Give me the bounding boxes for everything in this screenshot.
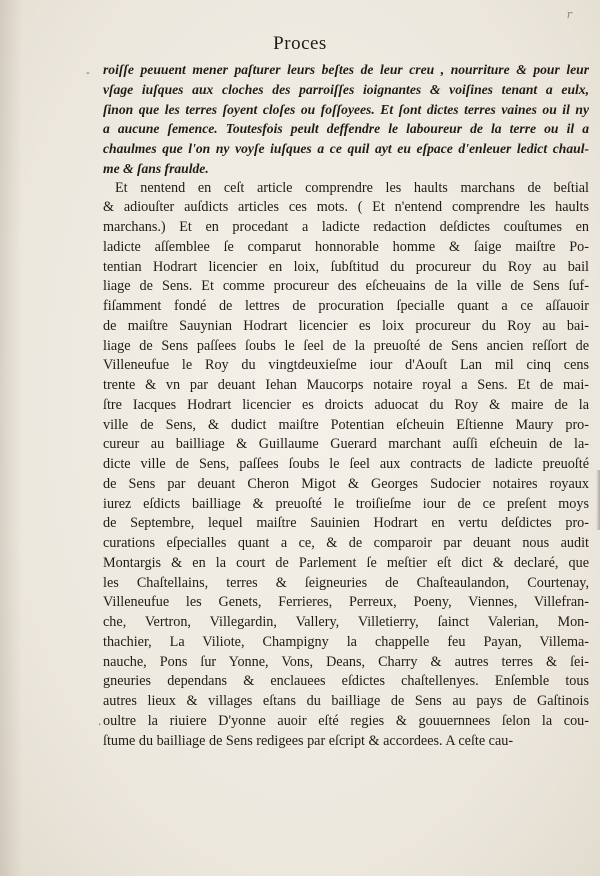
text-line: iurez eſdicts bailliage & preuoſté le troiſieſme iour de ce preſent moys	[103, 495, 589, 512]
text-line: chaulmes que l'on ny voyſe iuſques a ce quil ayt eu eſpace d'enleuer ledict chaul-	[103, 141, 589, 156]
text-line: che, Vertron, Villegardin, Vallery, Villetierry, ſainct Valerian, Mon-	[103, 614, 589, 630]
text-line: curations eſpecialles quant a ce, & de comparoir par deuant nous audit	[103, 535, 589, 551]
text-line: gneuries dependans & enclauees eſdictes chaſtellenyes. Enſemble tous	[103, 673, 589, 690]
running-title: Proces	[273, 33, 327, 54]
text-line: Montargis & en la court de Parlement ſe meſtier eſt dict & declaré, que	[103, 554, 589, 571]
text-line: de maiſtre Sauynian Hodrart licencier es loix procureur du Roy au bai-	[103, 317, 589, 334]
text-line: cureur au bailliage & Guillaume Guerard marchant auſſi eſcheuin de la-	[103, 436, 589, 453]
text-line: trente & vn par deuant Iehan Maucorps notaire royal a Sens. Et de mai-	[103, 377, 589, 393]
text-line: thachier, La Viliote, Champigny la chappelle feu Payan, Villema-	[103, 633, 589, 650]
text-line: ville de Sens, & dudict maiſtre Potentian eſcheuin Eſtienne Maury pro-	[103, 416, 589, 433]
text-line: roiſſe peuuent mener paſturer leurs beſtes de leur creu , nourriture & pour leur	[103, 62, 589, 77]
text-line: vſage iuſques aux cloches des parroiſſes ioignantes & voiſines tenant a eulx,	[103, 81, 589, 97]
text-line: me & ſans fraulde.	[103, 160, 209, 176]
text-line: ſtume du bailliage de Sens redigees par eſcript & accordees. A ceſte cau-	[103, 732, 514, 749]
text-line: autres lieux & villages eſtans du bailliage de Sens au pays de Gaſtinois	[103, 693, 589, 709]
text-line: & adiouſter auſdicts articles ces mots. ( Et n'entend comprendre les haults	[103, 199, 589, 216]
text-line: Villeneufue les Genets, Ferrieres, Perreux, Poeny, Viennes, Villefran-	[103, 594, 589, 611]
text-line: Et nentend en ceſt article comprendre les haults marchans de beſtial	[115, 179, 589, 196]
text-line: oultre la riuiere D'yonne auoir eſté regies & gouuernnees ſelon la cou-	[103, 712, 589, 729]
text-line: Villeneufue le Roy du vingtdeuxieſme iour d'Aouſt Lan mil cinq cens	[103, 357, 589, 374]
body-text-block	[103, 60, 589, 751]
text-line: ladicte aſſemblee ſe comparut honnorable homme & ſaige maiſtre Po-	[103, 238, 589, 255]
text-line: tentian Hodrart licencier en loix, ſubſtitud du procureur du Roy au bail	[103, 258, 589, 275]
text-line: les Chaſtellains, terres & ſeigneuries de Chaſteaulandon, Courtenay,	[103, 574, 589, 591]
text-line: marchans.) Et en procedant a ladicte redaction deſdictes couſtumes en	[103, 219, 589, 235]
text-line: ſinon que les terres ſoyent cloſes ou foſſoyees. Et ſont dictes terres vaines ou il ny	[103, 101, 589, 117]
text-line: a aucune ſemence. Toutesfois peult deffendre le laboureur de la terre ou il a	[103, 121, 589, 137]
text-line: de Septembre, lequel maiſtre Sauinien Hodrart en vertu deſdictes pro-	[103, 515, 589, 532]
text-line: nauche, Pons ſur Yonne, Vons, Deans, Charry & autres terres & ſei-	[103, 653, 589, 670]
text-line: liage de Sens. Et comme procureur des eſcheuains de la ville de Sens ſuf-	[103, 278, 589, 295]
margin-dot-mark: ·	[98, 718, 102, 731]
text-line: ſtre Iacques Hodrart licencier es droicts aduocat du Roy & maire de la	[103, 396, 589, 413]
margin-dash-mark: -	[86, 66, 90, 79]
text-line: fiſamment fondé de lettres de procuration ſpecialle quant a ce aſſauoir	[103, 298, 589, 314]
page-edge-shadow	[596, 470, 600, 530]
text-line: de Sens par deuant Cheron Migot & Georges Sudocier notaires royaux	[103, 475, 589, 492]
text-line: dicte ville de Sens, paſſees ſoubs le ſeel aux contracts de ladicte preuoſté	[103, 456, 589, 472]
foliation-mark: r	[566, 8, 572, 21]
text-line: liage de Sens paſſees ſoubs le ſeel de la preuoſté de Sens ancien reſſort de	[103, 337, 589, 354]
